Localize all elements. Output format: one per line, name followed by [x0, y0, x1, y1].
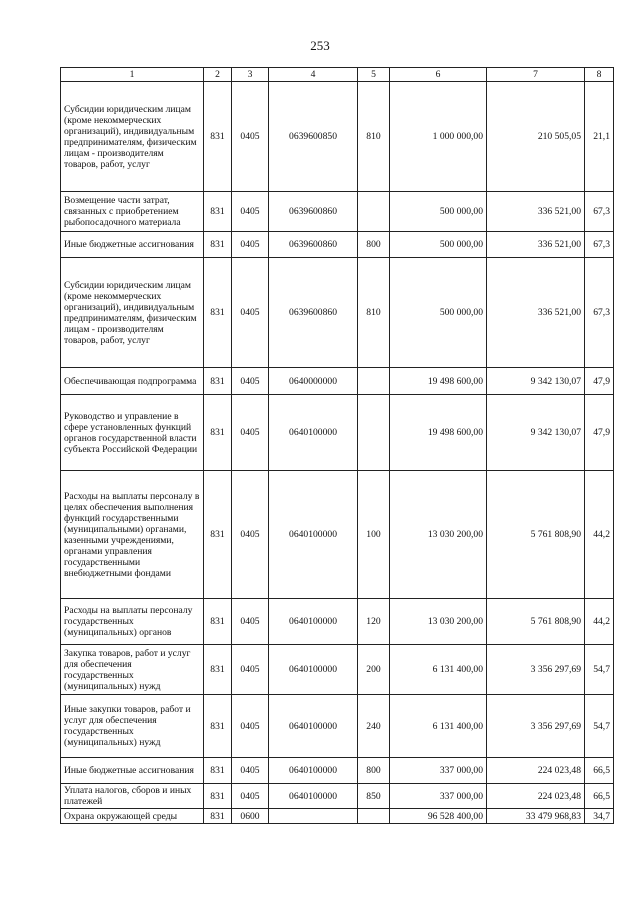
target-article-code: [269, 809, 358, 824]
actual-amount: 336 521,00: [487, 192, 585, 232]
expense-type-code: 100: [358, 471, 390, 599]
execution-percent: 21,1: [585, 82, 614, 192]
item-name: Иные бюджетные ассигнования: [61, 758, 204, 784]
item-name: Иные бюджетные ассигнования: [61, 232, 204, 258]
section-code: 0405: [232, 599, 269, 645]
expense-type-code: 200: [358, 645, 390, 695]
table-row: [61, 82, 614, 192]
execution-percent: 54,7: [585, 645, 614, 695]
item-name: Расходы на выплаты персоналу государственных (муниципальных) органов: [61, 599, 204, 645]
department-code: 831: [204, 784, 232, 809]
actual-amount: 3 356 297,69: [487, 695, 585, 758]
planned-amount: 500 000,00: [390, 192, 487, 232]
execution-percent: 44,2: [585, 599, 614, 645]
target-article-code: 0640000000: [269, 368, 358, 395]
section-code: 0405: [232, 471, 269, 599]
department-code: 831: [204, 758, 232, 784]
item-name: Охрана окружающей среды: [61, 809, 204, 824]
execution-percent: 67,3: [585, 232, 614, 258]
target-article-code: 0640100000: [269, 695, 358, 758]
department-code: 831: [204, 82, 232, 192]
planned-amount: 500 000,00: [390, 258, 487, 368]
table-body: [61, 82, 614, 824]
budget-table: [60, 67, 614, 824]
execution-percent: 34,7: [585, 809, 614, 824]
section-code: 0405: [232, 758, 269, 784]
column-header: 4: [269, 68, 358, 82]
expense-type-code: 120: [358, 599, 390, 645]
planned-amount: 500 000,00: [390, 232, 487, 258]
section-code: 0405: [232, 82, 269, 192]
table-row: [61, 695, 614, 758]
section-code: 0600: [232, 809, 269, 824]
department-code: 831: [204, 809, 232, 824]
actual-amount: 5 761 808,90: [487, 599, 585, 645]
column-header: 2: [204, 68, 232, 82]
table-row: [61, 232, 614, 258]
actual-amount: 336 521,00: [487, 232, 585, 258]
column-header: 1: [61, 68, 204, 82]
table-row: [61, 599, 614, 645]
expense-type-code: [358, 192, 390, 232]
table-row: [61, 784, 614, 809]
execution-percent: 47,9: [585, 395, 614, 471]
target-article-code: 0639600860: [269, 258, 358, 368]
department-code: 831: [204, 471, 232, 599]
table-row: [61, 395, 614, 471]
actual-amount: 9 342 130,07: [487, 395, 585, 471]
table-header-row: [61, 68, 614, 82]
department-code: 831: [204, 258, 232, 368]
section-code: 0405: [232, 784, 269, 809]
expense-type-code: 240: [358, 695, 390, 758]
table-row: [61, 758, 614, 784]
table-row: [61, 368, 614, 395]
department-code: 831: [204, 232, 232, 258]
item-name: Субсидии юридическим лицам (кроме некоммерческих организаций), индивидуальным предпринимателям, физическим лицам - производителям товаров, работ, услуг: [61, 82, 204, 192]
execution-percent: 47,9: [585, 368, 614, 395]
planned-amount: 19 498 600,00: [390, 395, 487, 471]
table-row: [61, 192, 614, 232]
actual-amount: 224 023,48: [487, 784, 585, 809]
section-code: 0405: [232, 232, 269, 258]
section-code: 0405: [232, 258, 269, 368]
planned-amount: 337 000,00: [390, 758, 487, 784]
item-name: Иные закупки товаров, работ и услуг для обеспечения государственных (муниципальных) нужд: [61, 695, 204, 758]
expense-type-code: 800: [358, 232, 390, 258]
target-article-code: 0640100000: [269, 599, 358, 645]
section-code: 0405: [232, 645, 269, 695]
execution-percent: 66,5: [585, 758, 614, 784]
planned-amount: 6 131 400,00: [390, 695, 487, 758]
execution-percent: 44,2: [585, 471, 614, 599]
expense-type-code: 800: [358, 758, 390, 784]
planned-amount: 13 030 200,00: [390, 471, 487, 599]
target-article-code: 0640100000: [269, 784, 358, 809]
department-code: 831: [204, 645, 232, 695]
expense-type-code: 810: [358, 82, 390, 192]
section-code: 0405: [232, 368, 269, 395]
planned-amount: 96 528 400,00: [390, 809, 487, 824]
target-article-code: 0639600860: [269, 232, 358, 258]
table-row: [61, 645, 614, 695]
expense-type-code: [358, 368, 390, 395]
item-name: Руководство и управление в сфере установленных функций органов государственной власти субъекта Российской Федерации: [61, 395, 204, 471]
item-name: Закупка товаров, работ и услуг для обеспечения государственных (муниципальных) нужд: [61, 645, 204, 695]
actual-amount: 224 023,48: [487, 758, 585, 784]
department-code: 831: [204, 599, 232, 645]
table-row: [61, 471, 614, 599]
target-article-code: 0640100000: [269, 758, 358, 784]
execution-percent: 66,5: [585, 784, 614, 809]
column-header: 5: [358, 68, 390, 82]
execution-percent: 67,3: [585, 192, 614, 232]
target-article-code: 0639600860: [269, 192, 358, 232]
execution-percent: 54,7: [585, 695, 614, 758]
column-header: 6: [390, 68, 487, 82]
section-code: 0405: [232, 395, 269, 471]
expense-type-code: [358, 395, 390, 471]
item-name: Уплата налогов, сборов и иных платежей: [61, 784, 204, 809]
actual-amount: 5 761 808,90: [487, 471, 585, 599]
column-header: 8: [585, 68, 614, 82]
table-row: [61, 258, 614, 368]
section-code: 0405: [232, 695, 269, 758]
item-name: Возмещение части затрат, связанных с приобретением рыбопосадочного материала: [61, 192, 204, 232]
item-name: Расходы на выплаты персоналу в целях обеспечения выполнения функций государственными (муниципальными) органами, казенными учреждениями, органами управления государственными внебюджетными фондами: [61, 471, 204, 599]
planned-amount: 13 030 200,00: [390, 599, 487, 645]
item-name: Обеспечивающая подпрограмма: [61, 368, 204, 395]
section-code: 0405: [232, 192, 269, 232]
department-code: 831: [204, 192, 232, 232]
item-name: Субсидии юридическим лицам (кроме некоммерческих организаций), индивидуальным предпринимателям, физическим лицам - производителям товаров, работ, услуг: [61, 258, 204, 368]
actual-amount: 9 342 130,07: [487, 368, 585, 395]
department-code: 831: [204, 368, 232, 395]
target-article-code: 0640100000: [269, 395, 358, 471]
execution-percent: 67,3: [585, 258, 614, 368]
expense-type-code: 850: [358, 784, 390, 809]
actual-amount: 3 356 297,69: [487, 645, 585, 695]
page-number: 253: [310, 38, 330, 53]
expense-type-code: 810: [358, 258, 390, 368]
planned-amount: 19 498 600,00: [390, 368, 487, 395]
planned-amount: 6 131 400,00: [390, 645, 487, 695]
department-code: 831: [204, 395, 232, 471]
target-article-code: 0639600850: [269, 82, 358, 192]
actual-amount: 210 505,05: [487, 82, 585, 192]
department-code: 831: [204, 695, 232, 758]
column-header: 7: [487, 68, 585, 82]
actual-amount: 33 479 968,83: [487, 809, 585, 824]
target-article-code: 0640100000: [269, 471, 358, 599]
expense-type-code: [358, 809, 390, 824]
actual-amount: 336 521,00: [487, 258, 585, 368]
column-header: 3: [232, 68, 269, 82]
table-row: [61, 809, 614, 824]
planned-amount: 1 000 000,00: [390, 82, 487, 192]
planned-amount: 337 000,00: [390, 784, 487, 809]
target-article-code: 0640100000: [269, 645, 358, 695]
